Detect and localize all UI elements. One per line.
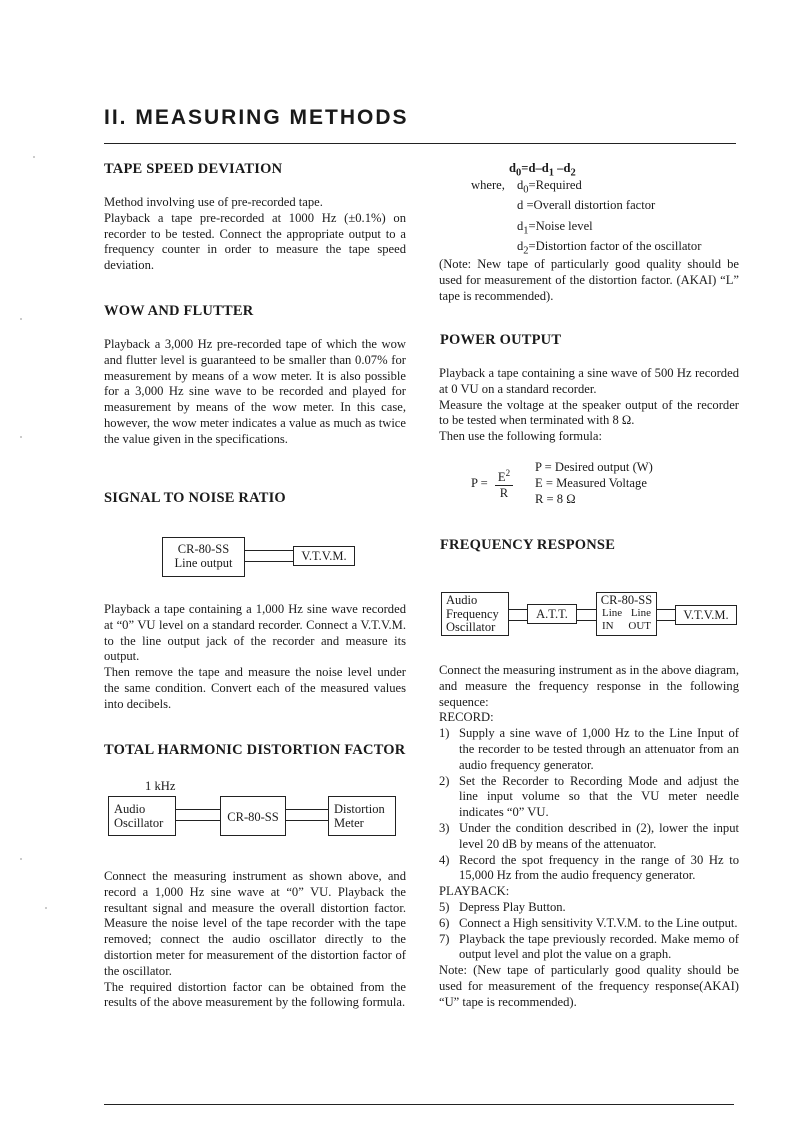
snr-body-2: Then remove the tape and measure the noise level under the same condition. Convert each of the measured values into decibels. [104, 665, 406, 711]
thd-meter-label-1: Distortion [334, 802, 385, 816]
distortion-definitions [517, 178, 701, 259]
def-d2: $d_2=Distortion$ factor of the oscillator [517, 238, 702, 257]
wow-body: Playback a 3,000 Hz pre-recorded tape of which the wow and flutter level is guaranteed to be smaller than 0.07% for measurement by means of a wow meter. It is also possible for a 3,000 Hz sine wave to be recorded and played for measurement by means of the wow meter. In this case, however, the wow meter indicates a value as much as twice the value given in the specifications. [104, 337, 406, 446]
distortion-note: (Note: New tape of particularly good quality should be used for measurement of the distortion factor. (AKAI) “L” tape is recommended). [439, 257, 739, 303]
def-p: P = Desired output (W) [535, 460, 653, 474]
freq-osc-label-3: Oscillator [446, 620, 496, 634]
freq-in-label: IN [602, 620, 614, 632]
freq-wire-2a [577, 609, 596, 610]
freq-body: Connect the measuring instrument as in the above diagram, and measure the frequency response in the following sequence: [439, 663, 739, 709]
thd-heading: TOTAL HARMONIC DISTORTION FACTOR [104, 742, 406, 758]
power-body-1: Playback a tape containing a sine wave of 500 Hz recorded at 0 VU on a standard recorder. [439, 366, 739, 396]
tape-speed-body: Playback a tape pre-recorded at 1000 Hz (±0.1%) on recorder to be tested. Connect the appropriate output to a frequency counter in order to measure the tape speed deviation. [104, 210, 406, 273]
wow-heading: WOW AND FLUTTER [104, 303, 254, 319]
playback-step: 5) Depress Play Button. [439, 899, 566, 914]
scan-speck [45, 907, 47, 909]
freq-recorder-label: CR-80-SS [600, 593, 653, 607]
freq-wire-1a [509, 609, 527, 610]
thd-oscillator-box [108, 796, 176, 836]
thd-oscillator-label-1: Audio [114, 802, 146, 816]
snr-recorder-label: CR-80-SS [177, 542, 230, 556]
tape-speed-heading: TAPE SPEED DEVIATION [104, 161, 283, 177]
freq-osc-label-1: Audio [446, 593, 478, 607]
playback-step: 6) Connect a High sensitivity V.T.V.M. to the Line output. [439, 915, 738, 930]
freq-playback-label: PLAYBACK: [439, 884, 510, 899]
power-formula-fraction: $E^2$ R [495, 466, 513, 501]
power-formula-lhs: P = [471, 476, 488, 490]
freq-wire-3b [657, 620, 675, 621]
playback-step: 7) Playback the tape previously recorded. Make memo of output level and plot the value on a graph. [439, 931, 739, 962]
thd-oscillator-label-2: Oscillator [114, 816, 164, 830]
record-step: 1) Supply a sine wave of 1,000 Hz to the Line Input of the recorder to be tested through an attenuator from an audio frequency generator. [439, 726, 739, 772]
freq-heading: FREQUENCY RESPONSE [440, 537, 616, 553]
freq-section [439, 663, 739, 1011]
thd-recorder-box [220, 796, 286, 836]
snr-vtvm-box [293, 546, 355, 566]
scan-speck [20, 318, 22, 320]
snr-heading: SIGNAL TO NOISE RATIO [104, 490, 286, 506]
thd-wire-1a [176, 809, 220, 810]
power-heading: POWER OUTPUT [440, 332, 562, 348]
freq-record-label: RECORD: [439, 710, 494, 725]
freq-wire-3a [657, 609, 675, 610]
power-body-2: Measure the voltage at the speaker output of the recorder to be tested when terminated with 8 Ω. [439, 397, 739, 428]
thd-wire-1b [176, 820, 220, 821]
power-body-3: Then use the following formula: [439, 429, 602, 444]
thd-wire-2b [286, 820, 328, 821]
record-step: 2) Set the Recorder to Recording Mode and adjust the line input volume so that the VU meter needle indicates “0” VU. [439, 773, 739, 820]
snr-wire-bottom [245, 561, 293, 562]
freq-wire-1b [509, 620, 527, 621]
footer-rule [104, 1104, 734, 1105]
distortion-formula: $d_0=d-d_1$ $-d_2$ [509, 161, 576, 179]
snr-wire-top [245, 550, 293, 551]
thd-wire-2a [286, 809, 328, 810]
freq-osc-label-2: Frequency [446, 606, 499, 621]
header-rule [104, 143, 736, 144]
scan-speck [33, 156, 35, 158]
power-formula-definitions [535, 460, 653, 507]
playback-steps [439, 900, 739, 963]
thd-distortion-meter-box [328, 796, 396, 836]
freq-line-out-label: Line [630, 607, 651, 619]
page-title: II. MEASURING METHODS [104, 106, 409, 129]
snr-line-output-label: Line output [174, 556, 233, 570]
record-step: 3) Under the condition described in (2), lower the input level 20 dB by means of the attenuator. [439, 820, 739, 851]
snr-vtvm-label: V.T.V.M. [301, 549, 347, 563]
freq-line-in-label: Line [602, 607, 623, 619]
freq-out-label: OUT [628, 620, 651, 632]
freq-note: Note: (New tape of particularly good quality should be used for measurement of the frequency response(AKAI) “U” tape is recommended). [439, 963, 739, 1009]
freq-vtvm-box [675, 605, 737, 625]
snr-section [104, 602, 406, 713]
freq-att-label: A.T.T. [536, 607, 568, 621]
thd-freq-label: 1 kHz [145, 779, 176, 793]
scan-speck [20, 858, 22, 860]
snr-body-1: Playback a tape containing a 1,000 Hz sine wave recorded at “0” VU level on a standard recorder. Connect a V.T.V.M. to the line output jack of the recorder and measure its output. [104, 602, 406, 664]
snr-recorder-box [162, 537, 245, 577]
freq-recorder-box [596, 592, 657, 636]
record-step: 4) Record the spot frequency in the range of 30 Hz to 15,000 Hz from the audio frequency generator. [439, 852, 739, 883]
thd-section [104, 869, 406, 1011]
freq-vtvm-label: V.T.V.M. [683, 608, 729, 622]
scan-speck [20, 436, 22, 438]
thd-recorder-label: CR-80-SS [227, 810, 279, 824]
power-section [439, 366, 739, 445]
def-d0: $d_0=Required$ [517, 178, 582, 196]
def-d: d =Overall distortion factor [517, 198, 656, 213]
thd-meter-label-2: Meter [334, 816, 364, 830]
thd-body-1: Connect the measuring instrument as shown above, and record a 1,000 Hz sine wave at “0” VU. Playback the resultant signal and measure the overall distortion factor. Measure the noise level of the tape recorder with the tape removed; connect the audio oscillator directly to the distortion meter for measurement of the distortion factor of the oscillator. [104, 869, 406, 978]
def-r: R = 8 Ω [535, 491, 576, 506]
freq-attenuator-box [527, 604, 577, 624]
distortion-where: where, [471, 178, 505, 192]
def-d1: $d_1=Noise$ level [517, 218, 593, 237]
thd-body-2: The required distortion factor can be obtained from the results of the above measurement by the following formula. [104, 979, 406, 1010]
tape-speed-intro: Method involving use of pre-recorded tape. [104, 195, 323, 209]
freq-wire-2b [577, 620, 596, 621]
record-steps [439, 726, 739, 884]
def-e: E = Measured Voltage [535, 475, 647, 490]
freq-oscillator-box [441, 592, 509, 636]
tape-speed-section [104, 195, 406, 274]
